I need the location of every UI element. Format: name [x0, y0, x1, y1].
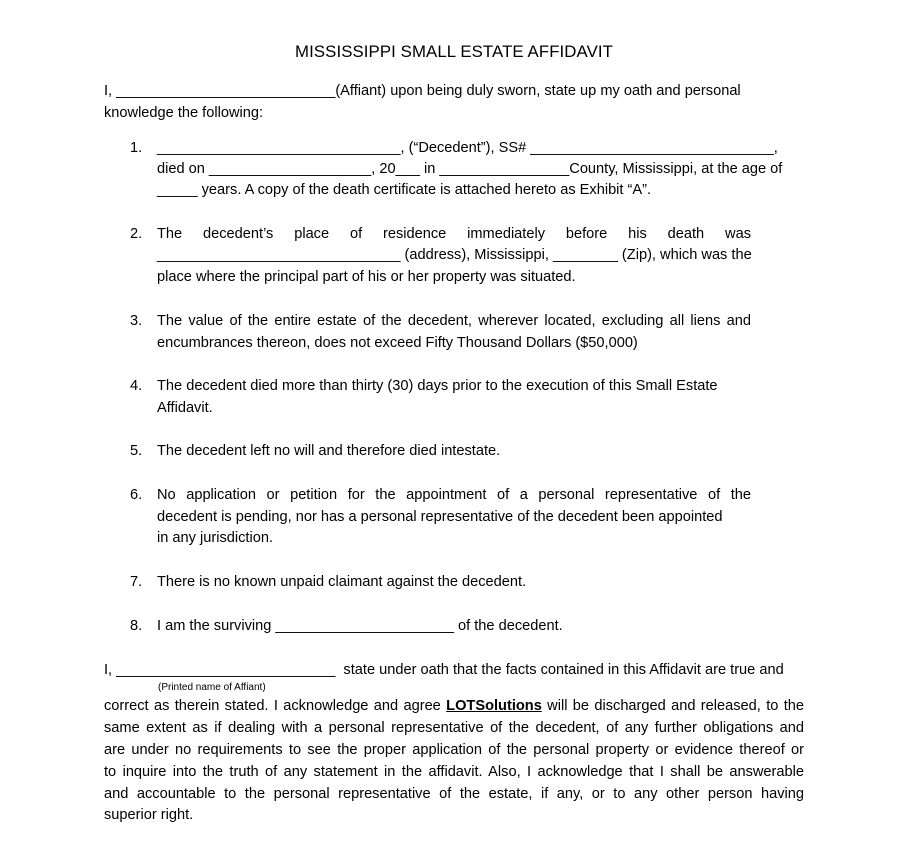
closing-line-3: same extent as if dealing with a personal representative of the decedent, of any further obligations and [104, 720, 804, 736]
closing-text: state under oath that the facts contained in this Affidavit are true and [343, 662, 784, 678]
item-1-line-1: ______________________________, (“Decedent”), SS# ______________________________, [157, 140, 778, 156]
item-6-line-3: in any jurisdiction. [157, 530, 273, 546]
company-name: LOTSolutions [446, 698, 542, 714]
printed-name-blank: I, ___________________________ [104, 662, 336, 678]
item-8-line-1: I am the surviving ______________________ of the decedent. [157, 618, 563, 634]
item-1-line-2: died on ____________________, 20___ in ________________County, Mississippi, at the age of [157, 161, 783, 177]
closing-line-2-end: will be discharged and released, to the [541, 698, 804, 714]
item-number: 4. [130, 378, 143, 394]
closing-line-2-start: correct as therein stated. I acknowledge and agree [104, 698, 447, 714]
item-number: 2. [130, 226, 143, 242]
item-2-line-2: ______________________________ (address), Mississippi, ________ (Zip), which was the [157, 247, 752, 263]
item-number: 1. [130, 140, 143, 156]
intro-text: (Affiant) upon being duly sworn, state up my oath and personal [335, 83, 741, 99]
closing-line-5: to inquire into the truth of any statement in the affidavit. Also, I acknowledge that I shall be answerable [104, 764, 804, 780]
affiant-name-blank: I, ___________________________ [104, 83, 336, 99]
item-number: 8. [130, 618, 143, 634]
closing-line-4: are under no requirements to see the proper application of the personal property or evidence thereof or [104, 742, 804, 758]
item-1-line-3: _____ years. A copy of the death certificate is attached hereto as Exhibit “A”. [157, 182, 652, 198]
item-number: 3. [130, 313, 143, 329]
item-number: 6. [130, 487, 143, 503]
item-6-line-2: decedent is pending, nor has a personal representative of the decedent been appointed [157, 509, 723, 525]
item-number: 7. [130, 574, 143, 590]
closing-line-7: superior right. [104, 807, 194, 823]
item-3-line-2: encumbrances thereon, does not exceed Fifty Thousand Dollars ($50,000) [157, 335, 638, 351]
intro-line-1 [104, 82, 741, 100]
item-5-line-1: The decedent left no will and therefore died intestate. [157, 443, 501, 459]
item-2-line-1: The decedent’s place of residence immediately before his death was [157, 226, 751, 242]
closing-line-6: and accountable to the personal representative of the estate, if any, or to any other person having [104, 786, 804, 802]
closing-line-1 [104, 661, 784, 679]
item-4-line-2: Affidavit. [157, 400, 213, 416]
item-3-line-1: The value of the entire estate of the decedent, wherever located, excluding all liens and [157, 313, 751, 329]
closing-line-2 [104, 697, 804, 715]
item-number: 5. [130, 443, 143, 459]
document-title: MISSISSIPPI SMALL ESTATE AFFIDAVIT [295, 42, 613, 61]
intro-line-2: knowledge the following: [104, 105, 264, 121]
item-4-line-1: The decedent died more than thirty (30) days prior to the execution of this Small Estate [157, 378, 718, 394]
item-6-line-1: No application or petition for the appointment of a personal representative of the [157, 487, 751, 503]
printed-name-caption: (Printed name of Affiant) [158, 682, 266, 693]
item-7-line-1: There is no known unpaid claimant against the decedent. [157, 574, 527, 590]
item-2-line-3: place where the principal part of his or her property was situated. [157, 269, 576, 285]
